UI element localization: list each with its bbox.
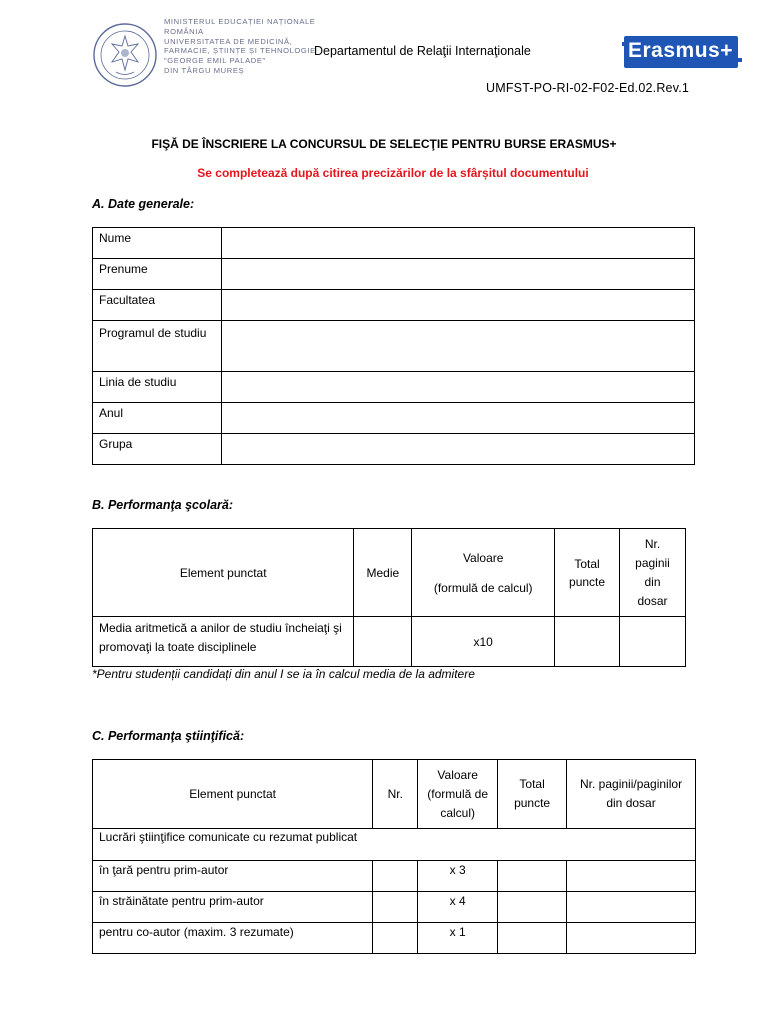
header-total: Total puncte [555, 529, 620, 617]
university-name-block [164, 17, 316, 76]
section-b-heading: B. Performanţa şcolară: [92, 498, 234, 512]
header-c-pagini: Nr. paginii/paginilor din dosar [567, 760, 696, 829]
footnote-admission: *Pentru studenții candidați din anul I se ia în calcul media de la admitere [92, 667, 475, 681]
university-line-2: FARMACIE, ȘTIINȚE ȘI TEHNOLOGIE [164, 46, 316, 56]
field-facultatea[interactable] [221, 290, 694, 321]
formula-tara: x 3 [418, 861, 498, 892]
group-title-lucrari: Lucrări ştiinţifice comunicate cu rezumat publicat [93, 829, 696, 861]
department-name: Departamentul de Relaţii Internaţionale [314, 44, 531, 58]
country-line: ROMÂNIA [164, 26, 204, 36]
header-pagini: Nr. paginii din dosar [620, 529, 686, 617]
header-c-element: Element punctat [93, 760, 373, 829]
formula-coautor: x 1 [418, 923, 498, 954]
field-medie[interactable] [354, 617, 412, 667]
label-anul: Anul [93, 403, 222, 434]
label-facultatea: Facultatea [93, 290, 222, 321]
page-subtitle: Se completează după citirea precizărilor de la sfârșitul documentului [197, 166, 589, 180]
label-nume: Nume [93, 228, 222, 259]
row-tara-label: în ţară pentru prim-autor [93, 861, 373, 892]
university-line-1: UNIVERSITATEA DE MEDICINĂ, [164, 36, 293, 46]
label-linia: Linia de studiu [93, 372, 222, 403]
field-nr-3[interactable] [373, 923, 418, 954]
label-prenume: Prenume [93, 259, 222, 290]
page-title: FIŞĂ DE ÎNSCRIERE LA CONCURSUL DE SELECŢIE PENTRU BURSE ERASMUS+ [151, 137, 617, 151]
ministry-line: MINISTERUL EDUCAȚIEI NAȚIONALE [164, 17, 316, 26]
university-line-3: "GEORGE EMIL PALADE" [164, 56, 266, 66]
erasmus-logo-text: Erasmus+ [628, 39, 733, 62]
header-c-total: Total puncte [498, 760, 567, 829]
header-medie: Medie [354, 529, 412, 617]
header-valoare [412, 529, 555, 617]
formula-strainatate: x 4 [418, 892, 498, 923]
field-total-2[interactable] [498, 892, 567, 923]
header-c-valoare: Valoare (formulă de calcul) [418, 760, 498, 829]
field-linia[interactable] [221, 372, 694, 403]
header-element: Element punctat [93, 529, 354, 617]
label-programul: Programul de studiu [93, 321, 222, 372]
header-c-nr: Nr. [373, 760, 418, 829]
header-valoare-formula: (formulă de calcul) [433, 580, 533, 595]
field-anul[interactable] [221, 403, 694, 434]
label-grupa: Grupa [93, 434, 222, 465]
field-nr-2[interactable] [373, 892, 418, 923]
university-line-4: DIN TÂRGU MUREȘ [164, 65, 245, 75]
field-programul[interactable] [221, 321, 694, 372]
scientific-performance-table [92, 759, 696, 954]
general-data-table [92, 227, 695, 465]
field-pagini-2[interactable] [567, 892, 696, 923]
field-total-b[interactable] [555, 617, 620, 667]
row-coautor-label: pentru co-autor (maxim. 3 rezumate) [93, 923, 373, 954]
row-media-label: Media aritmetică a anilor de studiu încheiaţi şi promovaţi la toate disciplinele [93, 617, 354, 667]
field-pagini-b[interactable] [620, 617, 686, 667]
field-prenume[interactable] [221, 259, 694, 290]
erasmus-logo [622, 34, 742, 70]
header-valoare-title: Valoare [462, 550, 504, 565]
section-c-heading: C. Performanţa ştiinţifică: [92, 729, 245, 743]
field-pagini-3[interactable] [567, 923, 696, 954]
field-total-1[interactable] [498, 861, 567, 892]
document-code: UMFST-PO-RI-02-F02-Ed.02.Rev.1 [486, 81, 690, 95]
field-nume[interactable] [221, 228, 694, 259]
field-grupa[interactable] [221, 434, 694, 465]
section-a-heading: A. Date generale: [92, 197, 195, 211]
field-pagini-1[interactable] [567, 861, 696, 892]
field-nr-1[interactable] [373, 861, 418, 892]
university-seal-logo [92, 22, 158, 88]
field-total-3[interactable] [498, 923, 567, 954]
formula-media: x10 [412, 617, 555, 667]
academic-performance-table [92, 528, 686, 667]
row-strainatate-label: în străinătate pentru prim-autor [93, 892, 373, 923]
